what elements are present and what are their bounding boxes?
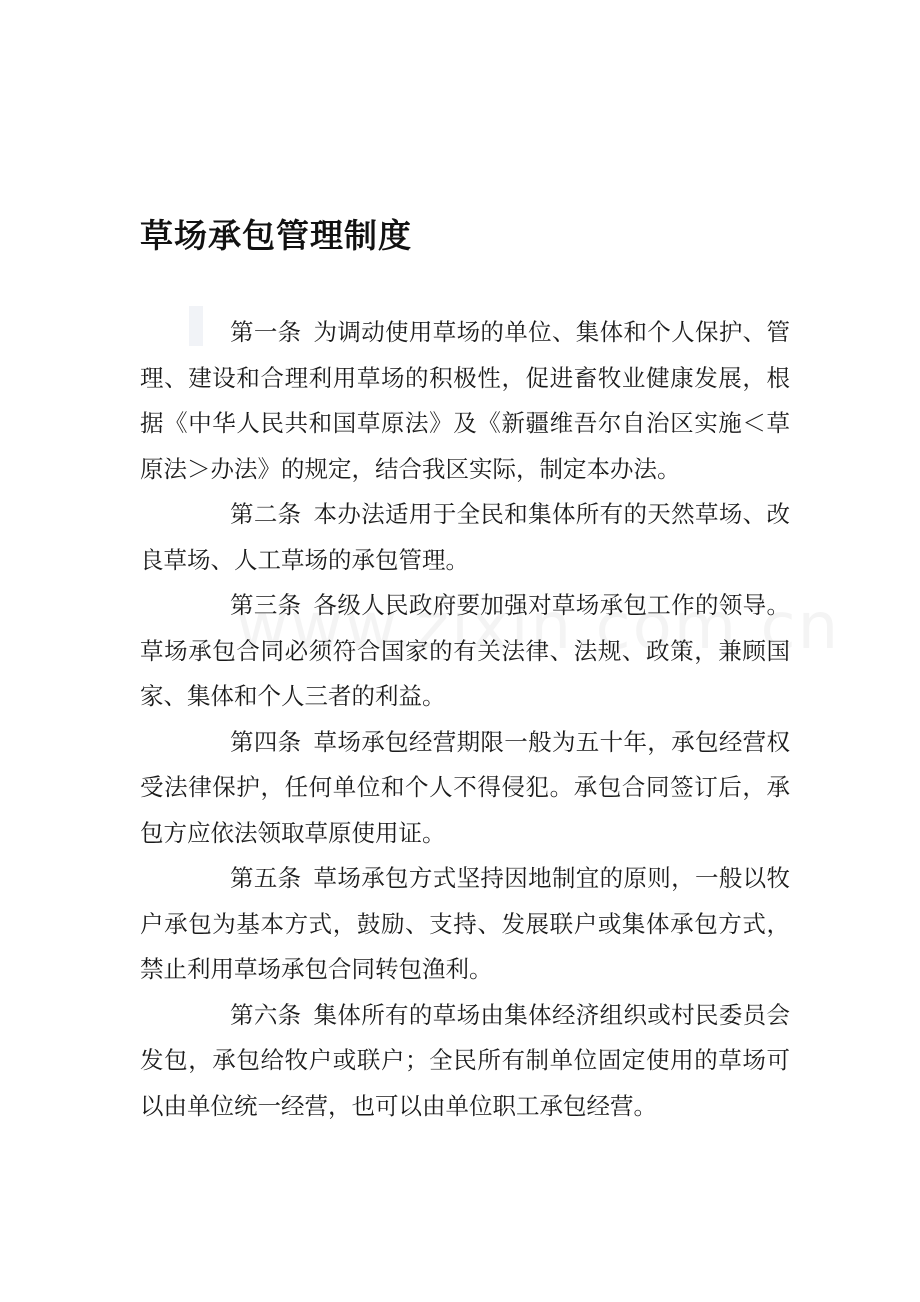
article-number: 第五条 [230, 864, 302, 892]
article-number: 第四条 [230, 727, 302, 756]
article-1 [140, 310, 790, 492]
article-number: 第二条 [230, 500, 302, 528]
article-text: 集体所有的草场由集体经济组织或村民委员会发包，承包给牧户或联户；全民所有制单位固定使用的草场可以由单位统一经营，也可以由单位职工承包经营。 [140, 1000, 791, 1120]
article-number: 第三条 [230, 591, 302, 619]
article-text: 本办法适用于全民和集体所有的天然草场、改良草场、人工草场的承包管理。 [140, 500, 791, 574]
article-4 [140, 720, 790, 857]
document-body [140, 310, 790, 1129]
article-6 [140, 993, 790, 1130]
article-text: 为调动使用草场的单位、集体和个人保护、管理、建设和合理利用草场的积极性，促进畜牧业健康发展，根据《中华人民共和国草原法》及《新疆维吾尔自治区实施＜草原法＞办法》的规定，结合我区实际，制定本办法。 [140, 318, 791, 483]
article-number: 第六条 [230, 1000, 302, 1029]
article-number: 第一条 [230, 318, 302, 346]
article-text: 各级人民政府要加强对草场承包工作的领导。草场承包合同必须符合国家的有关法律、法规、政策，兼顾国家、集体和个人三者的利益。 [140, 591, 791, 710]
article-text: 草场承包经营期限一般为五十年，承包经营权受法律保护，任何单位和个人不得侵犯。承包合同签订后，承包方应依法领取草原使用证。 [140, 727, 791, 847]
article-5 [140, 856, 790, 993]
article-3 [140, 583, 790, 720]
page-title: 草场承包管理制度 [140, 216, 412, 255]
article-text: 草场承包方式坚持因地制宜的原则，一般以牧户承包为基本方式，鼓励、支持、发展联户或集体承包方式，禁止利用草场承包合同转包渔利。 [140, 864, 791, 983]
article-2 [140, 492, 790, 583]
